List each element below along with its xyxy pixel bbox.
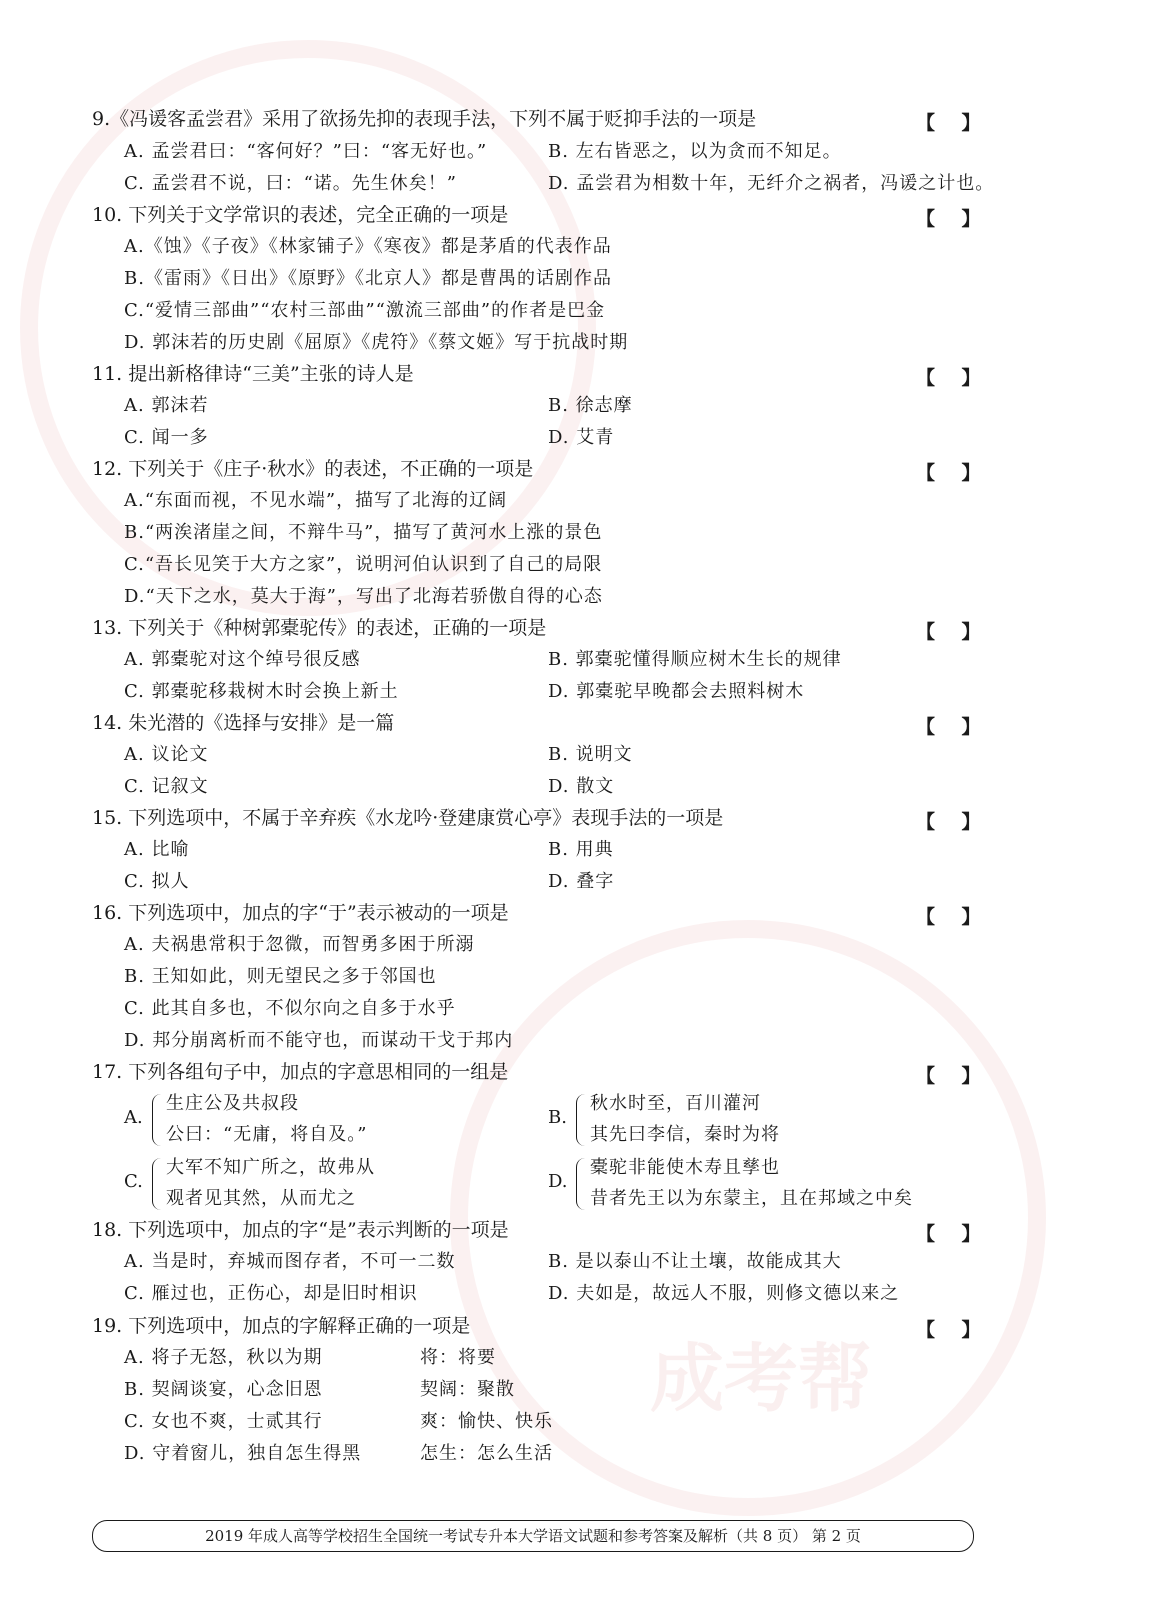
option-a-sentence: A. 将子无怒，秋以为期 — [124, 1347, 323, 1368]
option-b-sentence: B. 契阔谈宴，心念旧恩 — [124, 1379, 323, 1400]
option-d: D. 邦分崩离析而不能守也，而谋动干戈于邦内 — [124, 1030, 514, 1051]
option-a-gloss: 将：将要 — [420, 1347, 496, 1368]
question-18-stem: 18. 下列选项中，加点的字“是”表示判断的一项是 — [92, 1219, 509, 1241]
answer-bracket: 【 】 — [916, 112, 981, 134]
option-c-sentence: C. 女也不爽，士贰其行 — [124, 1411, 323, 1432]
option-b-gloss: 契阔：聚散 — [420, 1379, 515, 1400]
pair-brace — [576, 1094, 585, 1146]
option-d: D. 郭沫若的历史剧《屈原》《虎符》《蔡文姬》写于抗战时期 — [124, 332, 629, 353]
answer-bracket: 【 】 — [916, 462, 981, 484]
option-a: A.《蚀》《子夜》《林家铺子》《寒夜》都是茅盾的代表作品 — [124, 236, 612, 257]
option-d: D. 郭橐驼早晚都会去照料树木 — [548, 681, 805, 702]
answer-bracket: 【 】 — [916, 811, 981, 833]
option-b: B.《雷雨》《日出》《原野》《北京人》都是曹禺的话剧作品 — [124, 268, 612, 289]
pair-b-line-2: 其先曰李信，秦时为将 — [590, 1124, 780, 1145]
option-c: C. 雁过也，正伤心，却是旧时相识 — [124, 1283, 418, 1304]
pair-c-line-2: 观者见其然，从而尤之 — [166, 1188, 356, 1209]
question-15-stem: 15. 下列选项中，不属于辛弃疾《水龙吟·登建康赏心亭》表现手法的一项是 — [92, 807, 724, 829]
option-a: A. 郭沫若 — [124, 395, 209, 416]
option-b: B. 是以泰山不让土壤，故能成其大 — [548, 1251, 842, 1272]
option-b: B. 徐志摩 — [548, 395, 633, 416]
option-c: C.“爱情三部曲”“农村三部曲”“激流三部曲”的作者是巴金 — [124, 300, 606, 321]
option-c: C. 闻一多 — [124, 427, 209, 448]
option-a: A. 夫祸患常积于忽微，而智勇多困于所溺 — [124, 934, 475, 955]
option-d: D. 散文 — [548, 776, 615, 797]
answer-bracket: 【 】 — [916, 621, 981, 643]
option-c: C. 此其自多也，不似尔向之自多于水乎 — [124, 998, 456, 1019]
page-footer: 2019 年成人高等学校招生全国统一考试专升本大学语文试题和参考答案及解析（共 8 页） 第 2 页 — [92, 1520, 974, 1552]
answer-bracket: 【 】 — [916, 906, 981, 928]
option-c: C. 郭橐驼移栽树木时会换上新土 — [124, 681, 399, 702]
question-14-stem: 14. 朱光潜的《选择与安排》是一篇 — [92, 712, 395, 734]
answer-bracket: 【 】 — [916, 1065, 981, 1087]
option-a: A. 比喻 — [124, 839, 190, 860]
pair-a-line-1: 生庄公及共叔段 — [166, 1093, 299, 1114]
pair-brace — [152, 1094, 161, 1146]
option-d-gloss: 怎生：怎么生活 — [420, 1443, 553, 1464]
option-b: B. 用典 — [548, 839, 614, 860]
option-b: B.“两涘渚崖之间，不辩牛马”，描写了黄河水上涨的景色 — [124, 522, 603, 543]
option-c-gloss: 爽：愉快、快乐 — [420, 1411, 553, 1432]
question-11-stem: 11. 提出新格律诗“三美”主张的诗人是 — [92, 363, 414, 385]
option-d: D. 叠字 — [548, 871, 615, 892]
pair-d-letter: D. — [548, 1171, 568, 1192]
pair-c-line-1: 大军不知广所之，故弗从 — [166, 1157, 375, 1178]
answer-bracket: 【 】 — [916, 1223, 981, 1245]
question-9-stem: 9.《冯谖客孟尝君》采用了欲扬先抑的表现手法，下列不属于贬抑手法的一项是 — [92, 108, 757, 130]
option-d: D. 夫如是，故远人不服，则修文德以来之 — [548, 1283, 900, 1304]
option-b: B. 左右皆恶之，以为贪而不知足。 — [548, 141, 842, 162]
option-a: A. 当是时，弃城而图存者，不可一二数 — [124, 1251, 456, 1272]
option-c: C. 拟人 — [124, 871, 190, 892]
option-b: B. 郭橐驼懂得顺应树木生长的规律 — [548, 649, 842, 670]
pair-b-line-1: 秋水时至，百川灌河 — [590, 1093, 761, 1114]
option-d: D. 艾青 — [548, 427, 615, 448]
answer-bracket: 【 】 — [916, 1319, 981, 1341]
pair-d-line-2: 昔者先王以为东蒙主，且在邦域之中矣 — [590, 1188, 913, 1209]
pair-b-letter: B. — [548, 1107, 567, 1128]
option-b: B. 说明文 — [548, 744, 633, 765]
option-c: C. 记叙文 — [124, 776, 209, 797]
pair-brace — [152, 1158, 161, 1210]
answer-bracket: 【 】 — [916, 367, 981, 389]
pair-a-line-2: 公曰：“无庸，将自及。” — [166, 1124, 368, 1145]
option-a: A.“东面而视，不见水端”，描写了北海的辽阔 — [124, 490, 508, 511]
option-d-sentence: D. 守着窗儿，独自怎生得黑 — [124, 1443, 362, 1464]
question-12-stem: 12. 下列关于《庄子·秋水》的表述，不正确的一项是 — [92, 458, 534, 480]
question-19-stem: 19. 下列选项中，加点的字解释正确的一项是 — [92, 1315, 471, 1337]
option-d: D. 孟尝君为相数十年，无纤介之祸者，冯谖之计也。 — [548, 173, 995, 194]
pair-a-letter: A. — [124, 1107, 143, 1128]
question-16-stem: 16. 下列选项中，加点的字“于”表示被动的一项是 — [92, 902, 509, 924]
question-13-stem: 13. 下列关于《种树郭橐驼传》的表述，正确的一项是 — [92, 617, 547, 639]
option-c: C.“吾长见笑于大方之家”，说明河伯认识到了自己的局限 — [124, 554, 603, 575]
question-10-stem: 10. 下列关于文学常识的表述，完全正确的一项是 — [92, 204, 509, 226]
option-a: A. 孟尝君曰：“客何好？”曰：“客无好也。” — [124, 141, 488, 162]
option-a: A. 郭橐驼对这个绰号很反感 — [124, 649, 361, 670]
answer-bracket: 【 】 — [916, 716, 981, 738]
option-b: B. 王知如此，则无望民之多于邻国也 — [124, 966, 437, 987]
option-a: A. 议论文 — [124, 744, 209, 765]
option-c: C. 孟尝君不说，曰：“诺。先生休矣！” — [124, 173, 457, 194]
option-d: D.“天下之水，莫大于海”，写出了北海若骄傲自得的心态 — [124, 586, 603, 607]
pair-brace — [576, 1158, 585, 1210]
pair-d-line-1: 橐驼非能使木寿且孳也 — [590, 1157, 780, 1178]
pair-c-letter: C. — [124, 1171, 143, 1192]
answer-bracket: 【 】 — [916, 208, 981, 230]
question-17-stem: 17. 下列各组句子中，加点的字意思相同的一组是 — [92, 1061, 509, 1083]
watermark-brand: 成考帮 — [650, 1336, 872, 1422]
